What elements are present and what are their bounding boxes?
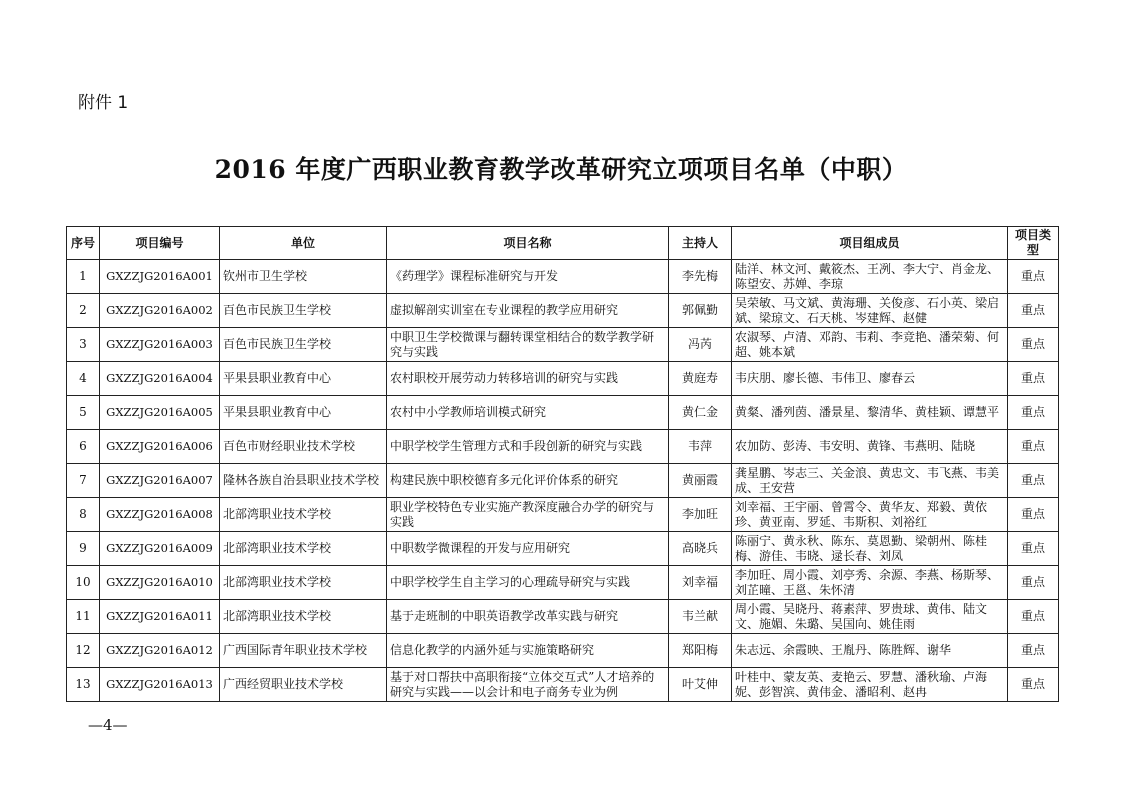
- cell-host: 韦兰献: [669, 600, 732, 634]
- project-table: [66, 226, 1059, 702]
- cell-name: 信息化教学的内涵外延与实施策略研究: [387, 634, 669, 668]
- cell-name: 基于走班制的中职英语教学改革实践与研究: [387, 600, 669, 634]
- table-row: [67, 532, 1059, 566]
- cell-no: 4: [67, 362, 100, 396]
- cell-type: 重点: [1008, 260, 1059, 294]
- cell-no: 6: [67, 430, 100, 464]
- cell-code: GXZZJG2016A009: [100, 532, 220, 566]
- cell-host: 黄仁金: [669, 396, 732, 430]
- cell-unit: 北部湾职业技术学校: [220, 532, 387, 566]
- cell-name: 农村职校开展劳动力转移培训的研究与实践: [387, 362, 669, 396]
- cell-unit: 隆林各族自治县职业技术学校: [220, 464, 387, 498]
- attachment-label: 附件 1: [78, 93, 129, 113]
- cell-host: 李加旺: [669, 498, 732, 532]
- cell-host: 刘幸福: [669, 566, 732, 600]
- cell-members: 龚星鹏、岑志三、关金浪、黄忠文、韦飞燕、韦美成、王安营: [732, 464, 1008, 498]
- table-row: [67, 430, 1059, 464]
- cell-host: 韦萍: [669, 430, 732, 464]
- cell-code: GXZZJG2016A005: [100, 396, 220, 430]
- cell-code: GXZZJG2016A011: [100, 600, 220, 634]
- cell-type: 重点: [1008, 396, 1059, 430]
- cell-unit: 北部湾职业技术学校: [220, 566, 387, 600]
- cell-members: 陈丽宁、黄永秋、陈东、莫恩勤、梁朝州、陈桂梅、游佳、韦晓、逯长春、刘凤: [732, 532, 1008, 566]
- cell-code: GXZZJG2016A006: [100, 430, 220, 464]
- cell-host: 冯芮: [669, 328, 732, 362]
- cell-name: 中职数学微课程的开发与应用研究: [387, 532, 669, 566]
- table-row: [67, 362, 1059, 396]
- cell-type: 重点: [1008, 362, 1059, 396]
- header-host: 主持人: [669, 227, 732, 260]
- cell-host: 黄庭寿: [669, 362, 732, 396]
- cell-unit: 广西经贸职业技术学校: [220, 668, 387, 702]
- cell-name: 中职学校学生自主学习的心理疏导研究与实践: [387, 566, 669, 600]
- cell-code: GXZZJG2016A007: [100, 464, 220, 498]
- cell-no: 1: [67, 260, 100, 294]
- cell-code: GXZZJG2016A002: [100, 294, 220, 328]
- cell-name: 中职学校学生管理方式和手段创新的研究与实践: [387, 430, 669, 464]
- cell-unit: 北部湾职业技术学校: [220, 498, 387, 532]
- cell-members: 朱志远、余霞映、王胤丹、陈胜辉、谢华: [732, 634, 1008, 668]
- cell-type: 重点: [1008, 498, 1059, 532]
- cell-type: 重点: [1008, 294, 1059, 328]
- cell-unit: 北部湾职业技术学校: [220, 600, 387, 634]
- cell-host: 郭佩勤: [669, 294, 732, 328]
- cell-type: 重点: [1008, 328, 1059, 362]
- cell-host: 叶艾伸: [669, 668, 732, 702]
- table-row: [67, 464, 1059, 498]
- cell-type: 重点: [1008, 600, 1059, 634]
- cell-name: 虚拟解剖实训室在专业课程的教学应用研究: [387, 294, 669, 328]
- cell-name: 《药理学》课程标准研究与开发: [387, 260, 669, 294]
- table-row: [67, 668, 1059, 702]
- table-row: [67, 600, 1059, 634]
- header-code: 项目编号: [100, 227, 220, 260]
- cell-members: 农加防、彭涛、韦安明、黄锋、韦燕明、陆晓: [732, 430, 1008, 464]
- cell-code: GXZZJG2016A008: [100, 498, 220, 532]
- cell-members: 刘幸福、王宇丽、曾霄令、黄华友、郑毅、黄依珍、黄亚南、罗延、韦斯积、刘裕红: [732, 498, 1008, 532]
- cell-no: 3: [67, 328, 100, 362]
- cell-name: 中职卫生学校微课与翻转课堂相结合的数学教学研究与实践: [387, 328, 669, 362]
- header-name: 项目名称: [387, 227, 669, 260]
- cell-members: 农淑琴、卢清、邓韵、韦莉、李竞艳、潘荣菊、何超、姚本斌: [732, 328, 1008, 362]
- table-row: [67, 566, 1059, 600]
- cell-code: GXZZJG2016A003: [100, 328, 220, 362]
- cell-members: 吴荣敏、马文斌、黄海珊、关俊彦、石小英、梁启斌、梁琼文、石天桃、岑建辉、赵健: [732, 294, 1008, 328]
- page-number: —4—: [88, 716, 128, 734]
- cell-unit: 平果县职业教育中心: [220, 396, 387, 430]
- cell-no: 8: [67, 498, 100, 532]
- cell-members: 陆洋、林文河、戴筱杰、王冽、李大宁、肖金龙、陈望安、苏婵、李琼: [732, 260, 1008, 294]
- cell-no: 5: [67, 396, 100, 430]
- cell-members: 黄粲、潘列茵、潘景星、黎清华、黄桂颖、谭慧平: [732, 396, 1008, 430]
- cell-unit: 广西国际青年职业技术学校: [220, 634, 387, 668]
- cell-type: 重点: [1008, 634, 1059, 668]
- cell-unit: 百色市民族卫生学校: [220, 328, 387, 362]
- cell-no: 11: [67, 600, 100, 634]
- cell-name: 构建民族中职校德育多元化评价体系的研究: [387, 464, 669, 498]
- cell-no: 7: [67, 464, 100, 498]
- cell-type: 重点: [1008, 464, 1059, 498]
- table-row: [67, 498, 1059, 532]
- table-row: [67, 260, 1059, 294]
- cell-no: 10: [67, 566, 100, 600]
- cell-no: 2: [67, 294, 100, 328]
- cell-host: 高晓兵: [669, 532, 732, 566]
- cell-no: 9: [67, 532, 100, 566]
- header-unit: 单位: [220, 227, 387, 260]
- cell-no: 12: [67, 634, 100, 668]
- cell-members: 周小霞、吴晓丹、蒋素萍、罗贵球、黄伟、陆文文、施媚、朱璐、吴国向、姚佳雨: [732, 600, 1008, 634]
- table-row: [67, 328, 1059, 362]
- table-row: [67, 294, 1059, 328]
- cell-code: GXZZJG2016A012: [100, 634, 220, 668]
- cell-members: 叶桂中、蒙友英、麦艳云、罗慧、潘秋瑜、卢海妮、彭智滨、黄伟金、潘昭利、赵冉: [732, 668, 1008, 702]
- cell-type: 重点: [1008, 532, 1059, 566]
- table-row: [67, 396, 1059, 430]
- cell-code: GXZZJG2016A010: [100, 566, 220, 600]
- header-type: 项目类型: [1008, 227, 1059, 260]
- cell-type: 重点: [1008, 566, 1059, 600]
- cell-members: 韦庆朋、廖长德、韦伟卫、廖春云: [732, 362, 1008, 396]
- cell-name: 农村中小学教师培训模式研究: [387, 396, 669, 430]
- cell-name: 职业学校特色专业实施产教深度融合办学的研究与实践: [387, 498, 669, 532]
- cell-no: 13: [67, 668, 100, 702]
- cell-unit: 钦州市卫生学校: [220, 260, 387, 294]
- table-header-row: [67, 227, 1059, 260]
- table-row: [67, 634, 1059, 668]
- cell-code: GXZZJG2016A001: [100, 260, 220, 294]
- cell-code: GXZZJG2016A013: [100, 668, 220, 702]
- cell-host: 李先梅: [669, 260, 732, 294]
- cell-host: 郑阳梅: [669, 634, 732, 668]
- cell-host: 黄丽霞: [669, 464, 732, 498]
- cell-name: 基于对口帮扶中高职衔接“立体交互式”人才培养的研究与实践——以会计和电子商务专业为例: [387, 668, 669, 702]
- cell-type: 重点: [1008, 430, 1059, 464]
- page-title: 2016 年度广西职业教育教学改革研究立项项目名单（中职）: [214, 155, 908, 184]
- cell-code: GXZZJG2016A004: [100, 362, 220, 396]
- cell-unit: 百色市民族卫生学校: [220, 294, 387, 328]
- header-no: 序号: [67, 227, 100, 260]
- cell-type: 重点: [1008, 668, 1059, 702]
- cell-members: 李加旺、周小霞、刘亭秀、余源、李燕、杨斯琴、刘芷曈、王邕、朱怀清: [732, 566, 1008, 600]
- cell-unit: 百色市财经职业技术学校: [220, 430, 387, 464]
- cell-unit: 平果县职业教育中心: [220, 362, 387, 396]
- header-members: 项目组成员: [732, 227, 1008, 260]
